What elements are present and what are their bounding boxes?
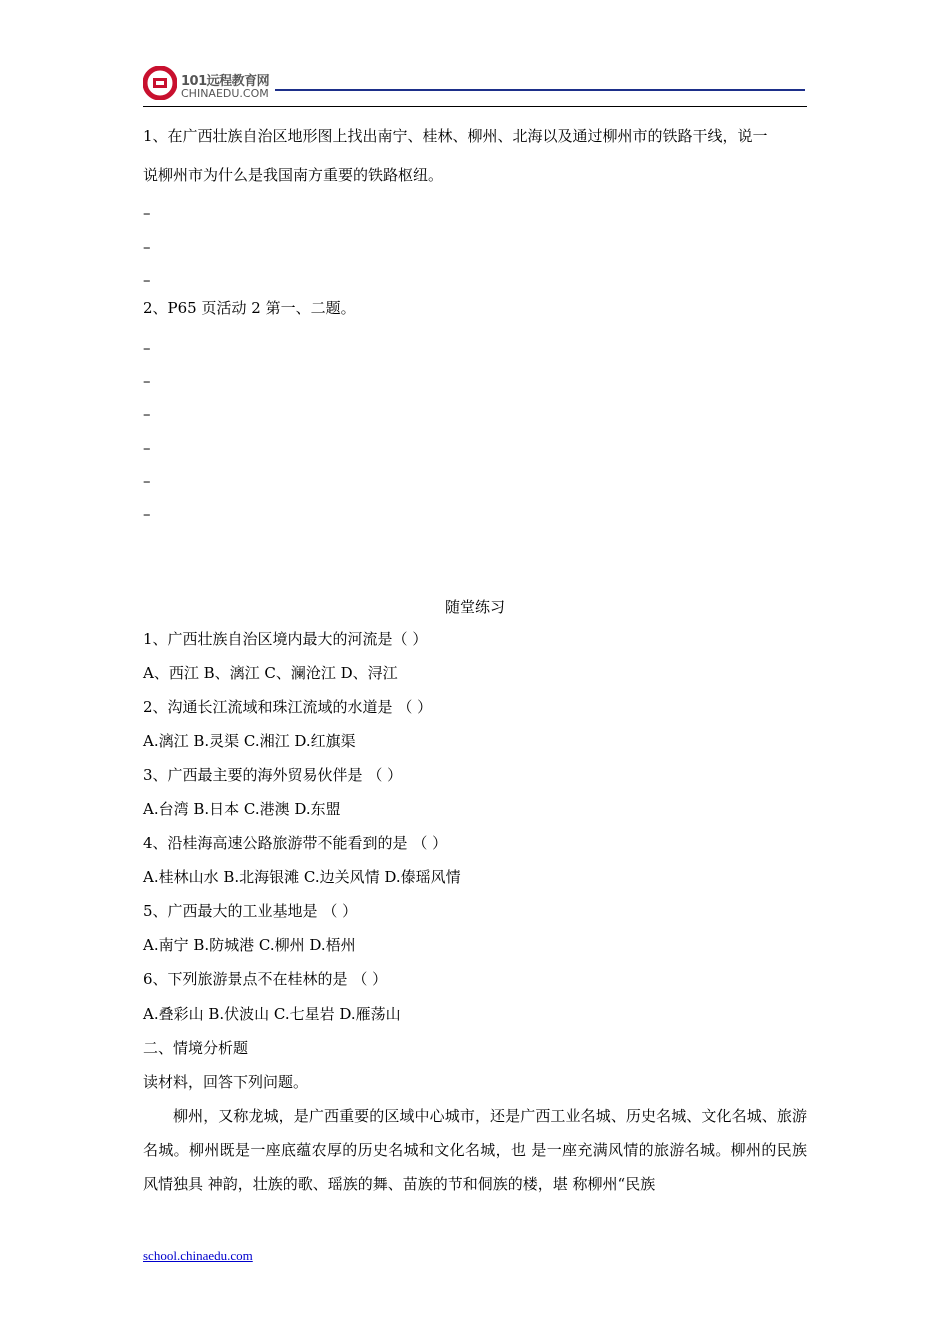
answer-blank: –: [143, 271, 151, 289]
practice-question-1: 1、广西壮族自治区境内最大的河流是（ ）: [143, 630, 428, 648]
answer-blank: –: [143, 204, 151, 222]
answer-blank: –: [143, 505, 151, 523]
answer-blank: –: [143, 238, 151, 256]
practice-options-6: A.叠彩山 B.伏波山 C.七星岩 D.雁荡山: [143, 1005, 401, 1023]
practice-title: 随堂练习: [444, 598, 505, 616]
logo-domain-text: CHINAEDU.COM: [181, 87, 269, 100]
reading-passage: 柳州，又称龙城，是广西重要的区域中心城市，还是广西工业名城、历史名城、文化名城、旅游名城。柳州既是一座底蕴农厚的历史名城和文化名城，也 是一座充满风情的旅游名城。柳州的民族风情独具 神韵，壮族的歌、瑶族的舞、苗族的节和侗族的楼，堪 称柳州“民族: [143, 1107, 807, 1193]
chinaedu-logo-icon: [143, 66, 177, 100]
practice-options-5: A.南宁 B.防城港 C.柳州 D.梧州: [143, 936, 356, 954]
practice-question-4: 4、沿桂海高速公路旅游带不能看到的是 （ ）: [143, 834, 448, 852]
practice-question-5: 5、广西最大的工业基地是 （ ）: [143, 902, 358, 920]
logo-brand-text: 101远程教育网: [181, 74, 270, 89]
practice-question-6: 6、下列旅游景点不在桂林的是 （ ）: [143, 970, 388, 988]
practice-question-3: 3、广西最主要的海外贸易伙伴是 （ ）: [143, 766, 403, 784]
section-2-title: 二、情境分析题: [143, 1039, 249, 1057]
answer-blank: –: [143, 339, 151, 357]
footer-link[interactable]: school.chinaedu.com: [143, 1248, 253, 1263]
practice-options-2: A.漓江 B.灵渠 C.湘江 D.红旗渠: [143, 732, 356, 750]
practice-options-4: A.桂林山水 B.北海银滩 C.边关风情 D.傣瑶风情: [143, 868, 461, 886]
question-2: 2、P65 页活动 2 第一、二题。: [143, 299, 356, 317]
page-header: [143, 66, 807, 110]
answer-blank: –: [143, 472, 151, 490]
question-1-line-1: 1、在广西壮族自治区地形图上找出南宁、桂林、柳州、北海以及通过柳州市的铁路干线，说一: [143, 127, 768, 145]
answer-blank: –: [143, 439, 151, 457]
practice-options-3: A.台湾 B.日本 C.港澳 D.东盟: [143, 800, 341, 818]
question-1-line-2: 说柳州市为什么是我国南方重要的铁路枢纽。: [143, 166, 444, 184]
header-divider: [143, 106, 807, 107]
answer-blank: –: [143, 372, 151, 390]
practice-options-1: A、西江 B、漓江 C、澜沧江 D、浔江: [143, 664, 398, 682]
header-blue-rule: [275, 89, 805, 91]
practice-question-2: 2、沟通长江流域和珠江流域的水道是 （ ）: [143, 698, 433, 716]
reading-instruction: 读材料，回答下列问题。: [143, 1073, 309, 1091]
answer-blank: –: [143, 405, 151, 423]
